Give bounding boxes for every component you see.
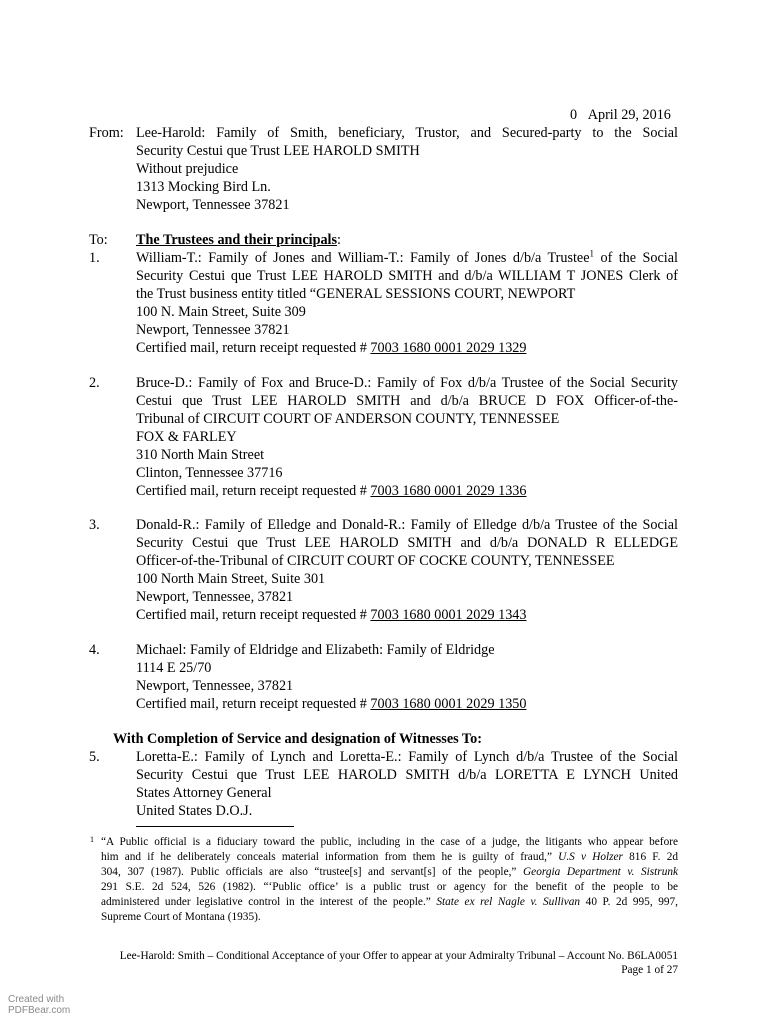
from-line-2: Security Cestui que Trust LEE HAROLD SMITH <box>136 143 420 159</box>
pdfbear-watermark <box>8 994 70 1016</box>
item-line-text: William-T.: Family of Jones and William-T.: Family of Jones d/b/a Trustee <box>136 250 590 266</box>
item-line: Bruce-D.: Family of Fox and Bruce-D.: Family of Fox d/b/a Trustee of the Social Security <box>136 375 678 391</box>
footnote-text: him and if he deliberately conceals material information from them he is guilty of fraud,” <box>101 851 559 863</box>
watermark-line: Created with <box>8 994 65 1005</box>
footnote-text: 816 F. 2d <box>622 851 678 863</box>
item-line: Loretta-E.: Family of Lynch and Loretta-E.: Family of Lynch d/b/a Trustee of the Social <box>136 749 678 765</box>
header-number: 0 <box>570 107 578 123</box>
page-footer-title: Lee-Harold: Smith – Conditional Acceptance of your Offer to appear at your Admiralty Tribunal – Account No. B6LA0051 <box>119 950 678 962</box>
footnote-ref: 1 <box>589 248 595 259</box>
footnote-text: 40 P. 2d 995, 997, <box>580 896 678 908</box>
tracking-number: 7003 1680 0001 2029 1350 <box>370 696 527 712</box>
footnote-line <box>101 865 678 880</box>
header-date-line <box>570 106 671 124</box>
certified-prefix: Certified mail, return receipt requested # <box>136 483 371 499</box>
item-line: 100 North Main Street, Suite 301 <box>136 571 326 587</box>
certified-prefix: Certified mail, return receipt requested # <box>136 696 371 712</box>
tracking-number: 7003 1680 0001 2029 1336 <box>370 483 527 499</box>
certified-mail-line <box>136 482 526 500</box>
footnote-line: 291 S.E. 2d 524, 526 (1982). “‘Public office’ is a public trust or agency for the benefit of the people to be <box>101 881 678 893</box>
from-line-3: Without prejudice <box>136 161 239 177</box>
item-line: Security Cestui que Trust LEE HAROLD SMITH and d/b/a DONALD R ELLEDGE <box>136 535 678 551</box>
item-line: Security Cestui que Trust LEE HAROLD SMITH d/b/a LORETTA E LYNCH United <box>136 767 678 783</box>
watermark-line: PDFBear.com <box>8 1005 71 1016</box>
tracking-number: 7003 1680 0001 2029 1329 <box>370 340 527 356</box>
item-number: 2. <box>89 375 100 391</box>
footnote-marker: 1 <box>90 835 94 844</box>
page-number: Page 1 of 27 <box>621 964 678 976</box>
item-line: Officer-of-the-Tribunal of CIRCUIT COURT OF COCKE COUNTY, TENNESSEE <box>136 553 615 569</box>
certified-mail-line <box>136 606 526 624</box>
from-line-1: Lee-Harold: Family of Smith, beneficiary, Trustor, and Secured-party to the Social <box>136 125 678 141</box>
footnote-line <box>101 895 678 910</box>
witness-heading: With Completion of Service and designation of Witnesses To: <box>113 731 482 747</box>
footnote-citation: Georgia Department v. Sistrunk <box>523 866 678 878</box>
item-line: Cestui que Trust LEE HAROLD SMITH and d/b/a BRUCE D FOX Officer-of-the- <box>136 393 678 409</box>
footnote-text: 304, 307 (1987). Public officials are also “trustee[s] and servant[s] of the people,” <box>101 866 524 878</box>
item-number: 4. <box>89 642 100 658</box>
item-line: Clinton, Tennessee 37716 <box>136 465 283 481</box>
item-number: 3. <box>89 517 100 533</box>
item-number: 1. <box>89 250 100 266</box>
footnote-line: “A Public official is a fiduciary toward the public, including in the case of a judge, the litigants who appear before <box>101 836 678 848</box>
item-line: Newport, Tennessee, 37821 <box>136 678 294 694</box>
item-line: 100 N. Main Street, Suite 309 <box>136 304 306 320</box>
to-heading-text: The Trustees and their principals <box>136 232 338 248</box>
item-number: 5. <box>89 749 100 765</box>
to-heading <box>136 231 341 249</box>
item-line-text: of the Social <box>594 250 678 266</box>
item-line: States Attorney General <box>136 785 272 801</box>
to-heading-suffix: : <box>337 232 341 248</box>
footnote-line <box>101 850 678 865</box>
certified-mail-line <box>136 695 526 713</box>
footnote-text: administered under legislative control in the interest of the people.” <box>101 896 437 908</box>
footnote-separator <box>136 826 294 827</box>
footnote-citation: U.S v Holzer <box>558 851 623 863</box>
from-line-4: 1313 Mocking Bird Ln. <box>136 179 271 195</box>
certified-prefix: Certified mail, return receipt requested # <box>136 340 371 356</box>
item-line: Donald-R.: Family of Elledge and Donald-R.: Family of Elledge d/b/a Trustee of the Social <box>136 517 678 533</box>
item-line: United States D.O.J. <box>136 803 253 819</box>
from-label: From: <box>89 125 124 141</box>
from-line-5: Newport, Tennessee 37821 <box>136 197 290 213</box>
to-label: To: <box>89 232 108 248</box>
item-line <box>136 249 678 267</box>
footnote-citation: State ex rel Nagle v. Sullivan <box>436 896 581 908</box>
certified-mail-line <box>136 339 526 357</box>
header-date: April 29, 2016 <box>587 107 671 123</box>
item-line: the Trust business entity titled “GENERAL SESSIONS COURT, NEWPORT <box>136 286 576 302</box>
item-line: Tribunal of CIRCUIT COURT OF ANDERSON COUNTY, TENNESSEE <box>136 411 560 427</box>
item-line: Security Cestui que Trust LEE HAROLD SMITH and d/b/a WILLIAM T JONES Clerk of <box>136 268 678 284</box>
tracking-number: 7003 1680 0001 2029 1343 <box>370 607 527 623</box>
item-line: Michael: Family of Eldridge and Elizabeth: Family of Eldridge <box>136 642 495 658</box>
item-line: Newport, Tennessee 37821 <box>136 322 290 338</box>
footnote-line: Supreme Court of Montana (1935). <box>101 911 261 923</box>
certified-prefix: Certified mail, return receipt requested # <box>136 607 371 623</box>
item-line: FOX & FARLEY <box>136 429 237 445</box>
item-line: 1114 E 25/70 <box>136 660 212 676</box>
item-line: Newport, Tennessee, 37821 <box>136 589 294 605</box>
item-line: 310 North Main Street <box>136 447 265 463</box>
